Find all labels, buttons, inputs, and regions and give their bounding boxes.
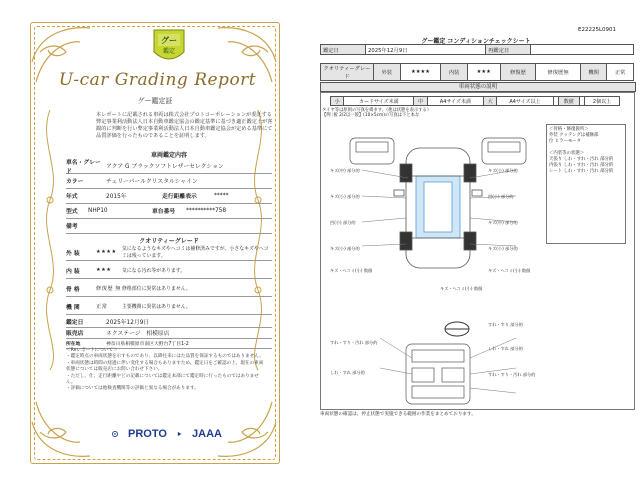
- jaaa-logo-text: JAAA: [192, 428, 222, 440]
- size-legend-cell: A4サイズ以上: [497, 97, 553, 106]
- size-legend-cell: 2個以上: [584, 97, 619, 106]
- size-legend-cell: 数値: [558, 97, 579, 106]
- quality-section-title: クオリティーグレード: [139, 238, 199, 245]
- vehicle-name-label: 車名・グレード: [66, 159, 101, 175]
- logo-bar: [112, 425, 222, 443]
- vehicle-year-label: 年式: [66, 194, 78, 200]
- quality-label: 機 関: [66, 304, 80, 311]
- sheet-date-label: 鑑定日: [321, 45, 366, 55]
- vehicle-chassis-value: **********758: [186, 207, 227, 214]
- vehicle-model-label: 型式: [66, 209, 78, 215]
- vehicle-color-label: カラー: [66, 179, 84, 185]
- car-top-view-icon: [394, 148, 482, 268]
- damage-callout: キズ(中) 部分的: [330, 168, 360, 173]
- proto-logo-icon: [112, 427, 118, 441]
- sheet-date-table: [320, 44, 634, 55]
- quality-comment: 気になる汚れ等があります。: [122, 267, 186, 274]
- dealer-value: ネクステージ 相模原店: [106, 331, 170, 337]
- quality-row-frame: [66, 280, 272, 297]
- sheet-footer-note: 車両状態の確認は、停止状態で実施できる範囲の作業をまとめております。: [320, 412, 476, 417]
- svg-text:グー: グー: [161, 36, 177, 45]
- photo-legend-note: タイヤ等は原則の写真を掲ます。（他は状態を表示する） 【例 :板 2/2以一般】(10×5cm)の写真は下と本な: [322, 108, 432, 119]
- sheet-repair-value: 修復歴無: [536, 64, 581, 81]
- damage-callout: すれ・すり 部分的: [488, 322, 523, 327]
- quality-row-exterior: [66, 244, 272, 261]
- vehicle-color-value: チェリーパールクリスタルシャイン: [106, 179, 198, 185]
- damage-callout: しわ・すれ 部分的: [330, 370, 365, 375]
- vehicle-model-value: NHP10: [88, 207, 108, 214]
- certificate-title: U-car Grading Report: [58, 70, 257, 90]
- quality-comment: 修格部位に異常はありません。: [122, 285, 191, 292]
- size-legend-cell: カードサイズ未満: [344, 97, 414, 106]
- size-legend-cell: 大: [484, 97, 497, 106]
- car-front-view-icon: [350, 138, 394, 164]
- vehicle-model-row: [66, 203, 272, 219]
- sheet-int-label: 内装: [441, 64, 468, 81]
- goo-appraisal-badge-icon: [152, 28, 186, 66]
- damage-callout: キズ・ヘコミ(小) 数個: [488, 268, 531, 273]
- vehicle-mileage-label: 走行距離表示: [162, 194, 197, 200]
- vehicle-name-value: アクア G ブラックソフトレザーセレクション: [106, 164, 224, 170]
- size-legend-cell: 中: [414, 97, 427, 106]
- sheet-id: E22225L0901: [578, 27, 617, 33]
- vehicle-mileage-value: *****: [214, 192, 229, 199]
- proto-logo-text: PROTO: [127, 428, 167, 440]
- damage-callout: しわ・すれ 部分的: [488, 346, 523, 351]
- quality-stars: 修復歴 無: [96, 285, 121, 292]
- damage-callout: 凹(小) 部分的: [330, 220, 356, 225]
- sheet-grade-label: クオリティーグレード: [321, 64, 374, 81]
- sheet-ext-label: 外装: [374, 64, 401, 81]
- certificate-subtitle: グー鑑定証: [137, 97, 173, 105]
- svg-text:鑑定: 鑑定: [162, 48, 176, 55]
- sheet-engine-label: 機関: [580, 64, 607, 81]
- status-section-title: 車両状態の説明: [320, 82, 636, 92]
- vehicle-color-row: [66, 173, 272, 189]
- vehicle-remarks-label: 備考: [66, 224, 78, 230]
- damage-callout: 凹(小) 部分的: [488, 194, 514, 199]
- damage-callout: キズ(小) 部分的: [488, 168, 518, 173]
- car-interior-view-icon: [406, 344, 470, 404]
- sheet-engine-value: 正常: [607, 64, 634, 81]
- damage-callout: キズ・ヘコミ(小) 数個: [440, 286, 483, 291]
- sheet-recheck-value: [531, 45, 634, 55]
- damage-callout: キズ(小) 部分的: [330, 246, 360, 251]
- grading-certificate: [0, 0, 305, 480]
- address-value: 神奈川県相模原市南区大野台7丁目1-2: [106, 341, 189, 347]
- damage-callout: すれ・すり・汚れ 部分的: [488, 372, 536, 377]
- quality-comment: 主要機関に異常はありません。: [122, 303, 191, 310]
- damage-callout: キズ・ヘコミ(小) 数個: [330, 268, 373, 273]
- vehicle-remarks-row: [66, 218, 272, 234]
- quality-row-engine: [66, 298, 272, 315]
- vehicle-section-title: 車両鑑定内容: [150, 152, 187, 159]
- sheet-int-value: ★★★: [467, 64, 500, 81]
- appraisal-date-value: 2025年12月9日: [106, 320, 150, 326]
- sheet-date-value: 2025年12月9日: [366, 45, 486, 55]
- jaaa-logo-icon: [177, 427, 182, 441]
- car-rear-view-icon: [482, 138, 526, 164]
- sheet-recheck-label: 再鑑定日: [486, 45, 531, 55]
- certificate-notes: ＜Reレポートについて＞ ・鑑定時点の車両状態を示すものであり、以降往来にはた品質を保証するものではありません。 ・車両状態は時間の経過に伴い変化する場合もありますため、鑑定日をご確認の上、現在の車両状態については販売店にお問い合わせ下さい。 ・ただし、仕、走行距離やどの記載については鑑定本部にて鑑定時に行ったものではありません。 ・評価については他検査機関等の評価と異なる場合があります。: [66, 348, 264, 392]
- sheet-ext-value: ★★★★: [400, 64, 441, 81]
- quality-stars: ★★★★: [96, 249, 117, 255]
- ornament-side-vine-icon: [36, 110, 64, 370]
- damage-callout: キズ(小) 部分的: [330, 194, 360, 199]
- quality-stars: 正常: [96, 303, 108, 310]
- sheet-title: グー鑑定 コンディションチェックシート: [421, 38, 531, 45]
- vehicle-chassis-label: 車台番号: [152, 209, 176, 215]
- damage-callout: キズ(中) 部分的: [488, 220, 518, 225]
- appraisal-date-label: 鑑定日: [66, 320, 84, 326]
- quality-label: 内 装: [66, 268, 80, 275]
- sheet-grade-table: [320, 63, 634, 81]
- dealer-label: 販売店: [66, 331, 84, 337]
- steering-wheel-icon: [445, 322, 469, 336]
- quality-row-interior: [66, 262, 272, 279]
- size-legend-cell: A4サイズ未満: [427, 97, 483, 106]
- quality-label: 骨 格: [66, 286, 80, 293]
- damage-callout: キズ(小) 部分的: [488, 246, 518, 251]
- ornament-swirl-icon: [30, 392, 100, 462]
- vehicle-year-row: [66, 188, 272, 204]
- condition-side-legend: ＜骨格・修復箇所＞ 外装 クッテングは補修部 位 ヒラーモータ ＜内装等の状態＞ 天張り しわ・すれ・汚れ 部分的 内張り しわ・すれ・汚れ 部分的 シート しわ・すれ・汚れ 部分的: [546, 124, 626, 244]
- sheet-repair-label: 修復歴: [500, 64, 536, 81]
- damage-size-legend-table: [330, 96, 620, 106]
- damage-callout: すれ・すり・汚れ 部分的: [330, 340, 378, 345]
- certificate-intro: 本レポートに記載される車両は株式会社プロトコーポレーションが委託する弊定事業利活動法人日本自動車鑑定協会の鑑定基準に基づき適正鑑定士が客観的に判断を行い弊定事業利活動法人日本自動車鑑定協会が定める基準にて品質評価を行ったものであることを証明します。: [96, 112, 273, 139]
- quality-comment: 気になるようなキズやヘコミは補修済みですが、小さなキズやヘコミは残っています。: [122, 246, 269, 259]
- vehicle-name-row: [66, 158, 272, 174]
- quality-label: 外 装: [66, 250, 80, 257]
- quality-stars: ★★★: [96, 267, 112, 273]
- size-legend-cell: 小: [331, 97, 344, 106]
- address-label: 所在地: [66, 341, 81, 347]
- vehicle-year-value: 2015年: [106, 194, 127, 200]
